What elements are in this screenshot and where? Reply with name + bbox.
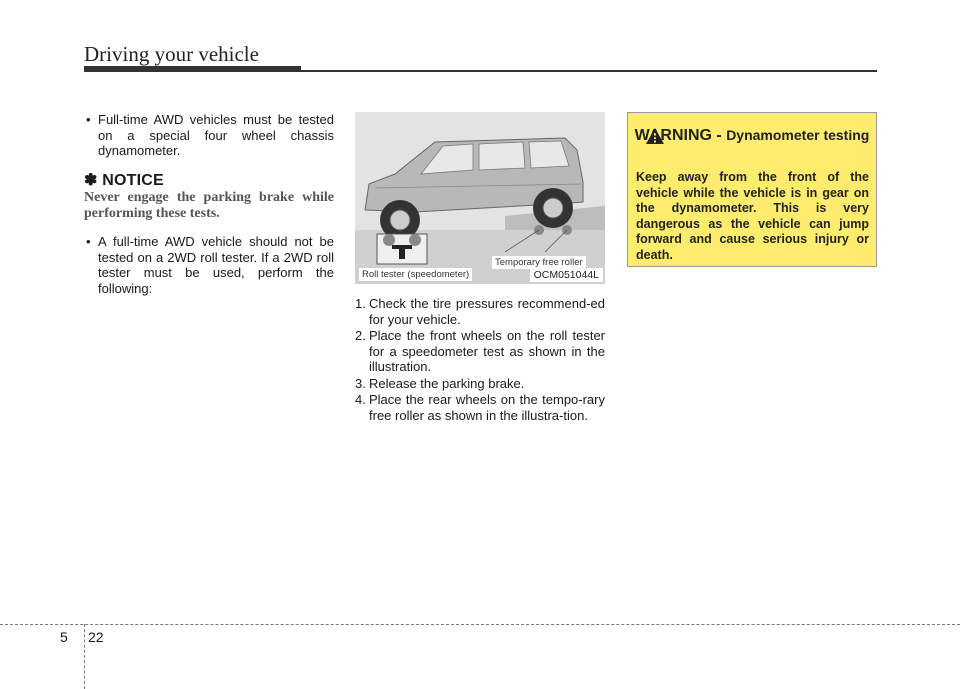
- list-item: [84, 112, 334, 159]
- footer-divider: [0, 624, 960, 625]
- list-item: [355, 376, 605, 392]
- warning-text: Keep away from the front of the vehicle while the vehicle is in gear on the dynamometer. This is very dangerous as the vehicle can jump forward and cause serious injury or death.: [636, 170, 869, 262]
- page-header-title: Driving your vehicle: [84, 42, 259, 66]
- step-number: 1.: [355, 296, 366, 311]
- list-item: [84, 234, 334, 296]
- list-item: [355, 296, 605, 327]
- warning-subject: Dynamometer testing: [726, 127, 870, 143]
- step-number: 2.: [355, 328, 366, 343]
- page-number: 22: [88, 629, 104, 645]
- warning-label: WARNING -: [634, 127, 727, 144]
- bullet-icon: •: [86, 234, 91, 249]
- step-text: Place the front wheels on the roll tester for a speedometer test as shown in the illustration.: [369, 328, 605, 374]
- header-bar: [84, 66, 301, 72]
- roll-tester-label: Roll tester (speedometer): [359, 268, 472, 281]
- steps-list: [355, 296, 605, 424]
- free-roller-label: Temporary free roller: [492, 256, 586, 269]
- left-column: [84, 112, 334, 308]
- footer-vertical-divider: [84, 624, 85, 689]
- warning-box: [627, 112, 877, 267]
- step-text: Check the tire pressures recommend-ed for your vehicle.: [369, 296, 605, 327]
- list-item: [355, 328, 605, 375]
- step-number: 4.: [355, 392, 366, 407]
- notice-heading: ✽ NOTICE: [84, 171, 164, 189]
- bullet-text-2wd-roll-tester: A full-time AWD vehicle should not be tested on a 2WD roll tester. If a 2WD roll tester must be used, perform the following:: [98, 234, 334, 296]
- header-rule: [301, 70, 877, 72]
- dynamometer-illustration: [355, 112, 605, 284]
- section-number: 5: [60, 629, 68, 645]
- warning-title: [628, 127, 876, 145]
- list-item: [355, 392, 605, 423]
- step-text: Release the parking brake.: [369, 375, 525, 391]
- step-text: Place the rear wheels on the tempo-rary free roller as shown in the illustra-tion.: [369, 392, 605, 423]
- step-number: 3.: [355, 375, 366, 391]
- bullet-icon: •: [86, 112, 91, 127]
- bullet-text-awd-dynamometer: Full-time AWD vehicles must be tested on a special four wheel chassis dynamometer.: [98, 112, 334, 158]
- figure-code: OCM051044L: [530, 268, 603, 282]
- notice-text: Never engage the parking brake while performing these tests.: [84, 190, 334, 221]
